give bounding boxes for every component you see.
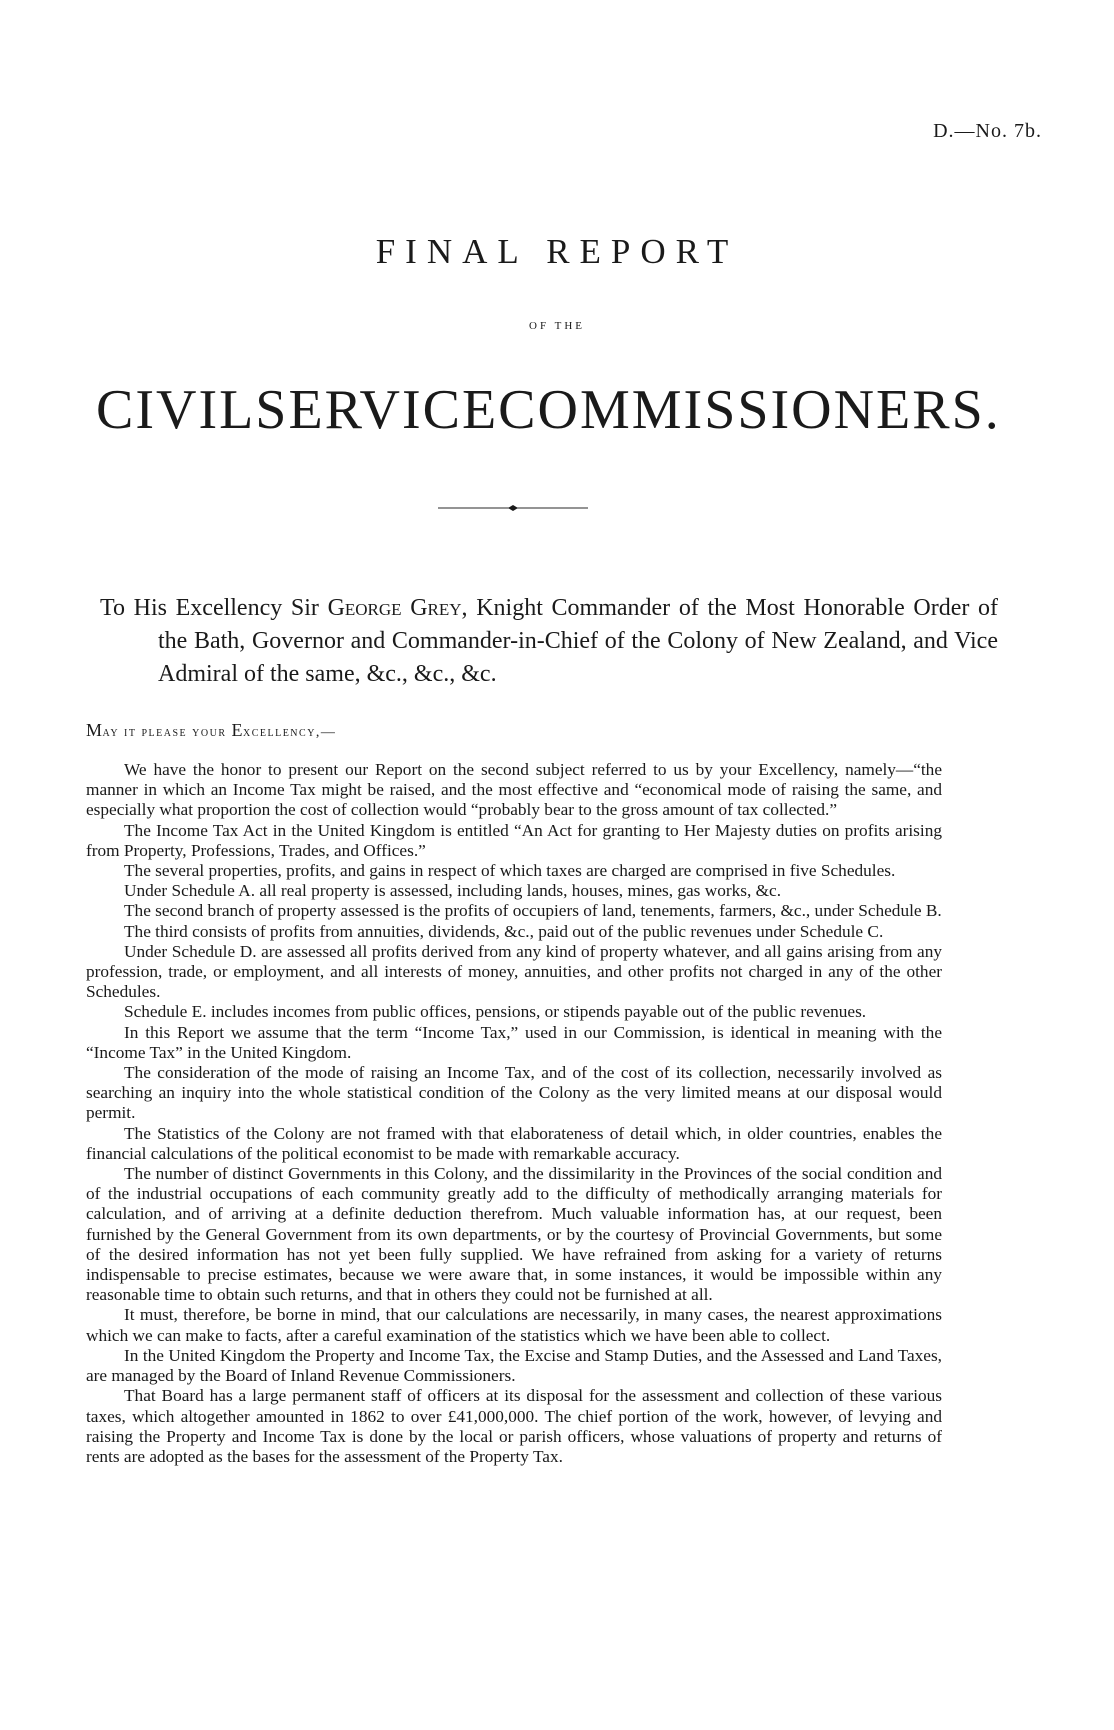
paragraph: The several properties, profits, and gains in respect of which taxes are charged are comprised in five Schedules. — [124, 861, 896, 881]
paragraph: We have the honor to present our Report on the second subject referred to us by your Excellency, namely—“the manner in which an Income Tax might be raised, and the most effective and “economical mode of raising the same, and especially what proportion the cost of collection would “probably bear to the gross amount of tax collected.” — [86, 760, 942, 820]
paragraph: The Income Tax Act in the United Kingdom is entitled “An Act for granting to Her Majesty duties on profits arising from Property, Professions, Trades, and Offices.” — [86, 820, 942, 860]
paragraph: In this Report we assume that the term “Income Tax,” used in our Commission, is identical in meaning with the “Income Tax” in the United Kingdom. — [86, 1022, 942, 1062]
paragraph: Under Schedule D. are assessed all profits derived from any kind of property whatever, and all gains arising from any profession, trade, or employment, and all interests of money, annuities, and other profits not charged in any of the other Schedules. — [86, 941, 942, 1002]
paragraph: In the United Kingdom the Property and Income Tax, the Excise and Stamp Duties, and the Assessed and Land Taxes, are managed by the Board of Inland Revenue Commissioners. — [86, 1345, 942, 1386]
report-title: FINAL REPORT — [375, 232, 739, 271]
document-reference: D.—No. 7b. — [933, 120, 1042, 142]
report-title-connector: OF THE — [529, 320, 585, 332]
paragraph: The number of distinct Governments in this Colony, and the dissimilarity in the Provinces of the social condition and of the industrial occupations of each community greatly add to the difficulty of methodically arranging materials for calculation, and of arriving at a definite deduction therefrom. Much valuable information has, at our request, been furnished by the General Government from its own departments, or by the courtesy of Provincial Governments, but some of the desired information has not yet been fully supplied. We have refrained from asking for a variety of returns indispensable to precise estimates, because we were aware that, in some instances, it would be impossible within any reasonable time to obtain such returns, and that in others they could not be furnished at all. — [86, 1164, 942, 1305]
paragraph: Schedule E. includes incomes from public offices, pensions, or stipends payable out of the public revenues. — [124, 1002, 867, 1022]
paragraph: The second branch of property assessed is the profits of occupiers of land, tenements, farmers, &c., under Schedule B. — [124, 901, 942, 921]
title-word-commissioners: COMMISSIONERS. — [498, 379, 1001, 441]
title-word-service: SERVICE — [255, 379, 499, 441]
report-body — [86, 760, 942, 1467]
salutation: May it please your Excellency,— — [86, 720, 337, 740]
address-rest: , Knight Commander of the Most Honorable Order of the Bath, Governor and Commander-in-Chief of the Colony of New Zealand, and Vice Admiral of the same, &c., &c., &c. — [158, 595, 999, 687]
address-block — [100, 592, 998, 691]
paragraph: The consideration of the mode of raising an Income Tax, and of the cost of its collection, necessarily involved as searching an inquiry into the whole statistical condition of the Colony as the very limited means at our disposal would permit. — [86, 1063, 942, 1123]
addressee-name: George Grey — [327, 595, 462, 621]
ornament-divider-icon — [438, 505, 588, 511]
paragraph: It must, therefore, be borne in mind, that our calculations are necessarily, in many cases, the nearest approximations which we can make to facts, after a careful examination of the statistics which we have been able to collect. — [86, 1305, 942, 1345]
paragraph: That Board has a large permanent staff of officers at its disposal for the assessment and collection of these various taxes, which altogether amounted in 1862 to over £41,000,000. The chief portion of the work, however, of levying and raising the Property and Income Tax is done by the local or parish officers, whose valuations of property and returns of rents are adopted as the bases for the assessment of the Property Tax. — [86, 1386, 942, 1466]
paragraph: The Statistics of the Colony are not framed with that elaborateness of detail which, in older countries, enables the financial calculations of the political economist to be made with remarkable accuracy. — [86, 1123, 942, 1163]
report-subject-title — [96, 378, 1001, 442]
address-lead: To His Excellency Sir — [100, 595, 328, 621]
title-word-civil: CIVIL — [96, 379, 256, 441]
paragraph: The third consists of profits from annuities, dividends, &c., paid out of the public revenues under Schedule C. — [124, 921, 884, 941]
paragraph: Under Schedule A. all real property is assessed, including lands, houses, mines, gas works, &c. — [124, 881, 782, 901]
